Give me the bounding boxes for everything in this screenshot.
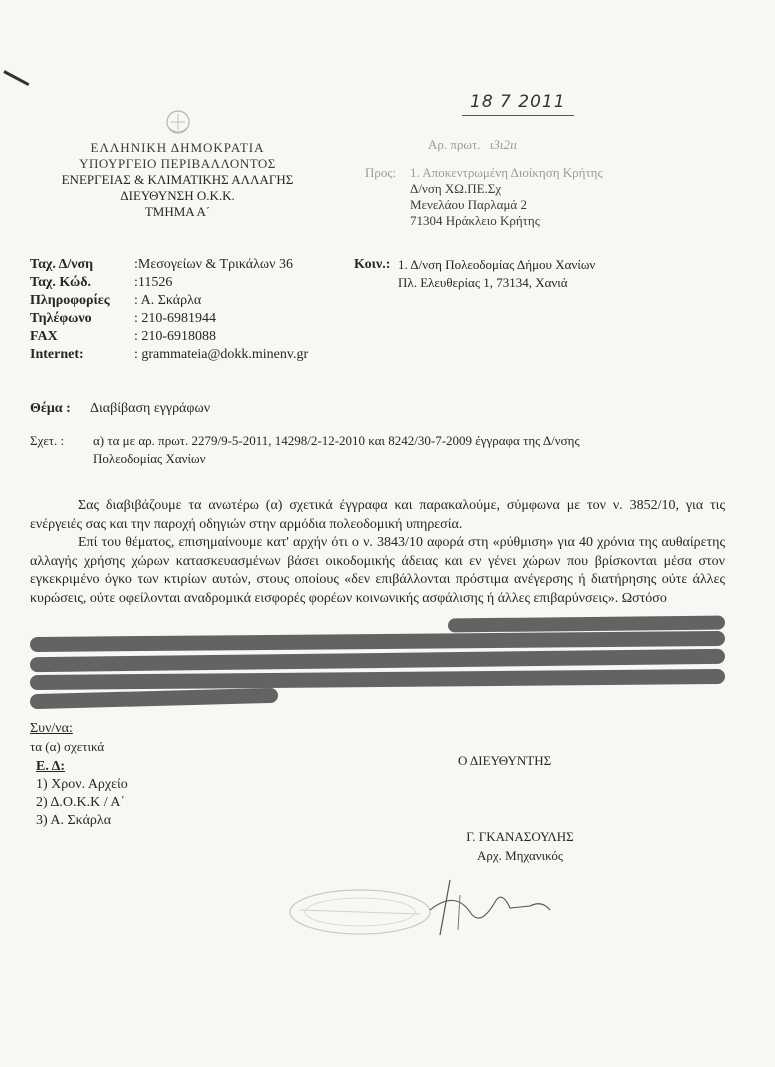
contact-row bbox=[30, 310, 308, 328]
redaction-stroke bbox=[30, 631, 725, 652]
protocol-label: Αρ. πρωτ. bbox=[428, 137, 481, 152]
sender-line: ΕΝΕΡΓΕΙΑΣ & ΚΛΙΜΑΤΙΚΗΣ ΑΛΛΑΓΗΣ bbox=[61, 172, 294, 187]
redaction-stroke bbox=[30, 649, 725, 672]
recipient-block bbox=[410, 165, 603, 229]
signature-role: Αρχ. Μηχανικός bbox=[476, 848, 564, 863]
signature-title: Ο ΔΙΕΥΘΥΝΤΗΣ bbox=[458, 753, 552, 768]
cc-line: Πλ. Ελευθερίας 1, 73134, Χανιά bbox=[398, 275, 568, 290]
distribution-item: 3) Α. Σκάρλα bbox=[36, 813, 112, 828]
corner-slash-mark bbox=[3, 70, 29, 86]
internal-distribution-label: Ε. Δ: bbox=[36, 759, 66, 774]
reference-label: Σχετ. : bbox=[30, 433, 65, 448]
redaction-stroke bbox=[448, 616, 725, 633]
contact-label: Internet: bbox=[30, 347, 84, 362]
contact-label: Τηλέφωνο bbox=[30, 311, 92, 326]
date-underline bbox=[462, 115, 574, 116]
redaction-stroke bbox=[30, 688, 278, 709]
contact-row bbox=[30, 328, 308, 346]
contact-value: : grammateia@dokk.minenv.gr bbox=[134, 347, 309, 362]
recipient-line: 1. Αποκεντρωμένη Διοίκηση Κρήτης bbox=[410, 165, 603, 180]
contact-row bbox=[30, 292, 308, 310]
sender-block bbox=[20, 140, 335, 220]
letter-body bbox=[30, 497, 725, 608]
cc-label: Κοιν.: bbox=[354, 257, 391, 272]
contact-value: : 210-6918088 bbox=[134, 329, 217, 344]
recipient-line: Μενελάου Παρλαμά 2 bbox=[410, 197, 527, 212]
cc-block bbox=[398, 257, 595, 293]
body-paragraph-2: Επί του θέματος, επισημαίνουμε κατ' αρχήν ότι ο ν. 3843/10 αφορά στη «ρύθμιση» για 40 χρόνια της αυθαίρετης αλλαγής χρήσης χώρων κατασκευασμένων βάσει οικοδομικής άδειας και εν γένει χώρων που βρίσκονται μέσα στον εγκεκριμένο όγκο των κτιρίων αυτών, στους οποίους «δεν επιβάλλονται πρόστιμα ανέγερσης ή διατήρησης ούτε άλλες κυρώσεις, ούτε οφείλονται αναδρομικά εισφορές φορέων κοινωνικής ασφάλισης ή άλλες επιβαρύνσεις». Ωστόσο bbox=[30, 535, 725, 606]
contact-label: Ταχ. Κώδ. bbox=[30, 275, 91, 290]
contact-label: Ταχ. Δ/νση bbox=[30, 257, 94, 272]
subject-value: Διαβίβαση εγγράφων bbox=[90, 401, 211, 416]
signature-name: Γ. ΓΚΑΝΑΣΟΥΛΗΣ bbox=[466, 829, 574, 844]
reference-line-2: Πολεοδομίας Χανίων bbox=[93, 451, 206, 466]
sender-line: ΕΛΛΗΝΙΚΗ ΔΗΜΟΚΡΑΤΙΑ bbox=[90, 140, 265, 155]
contact-row bbox=[30, 274, 308, 292]
greek-emblem-icon bbox=[160, 106, 196, 136]
protocol-number bbox=[428, 137, 517, 153]
sender-line: ΤΜΗΜΑ Α΄ bbox=[144, 204, 211, 219]
distribution-item: 1) Χρον. Αρχείο bbox=[36, 777, 128, 792]
sender-line: ΔΙΕΥΘΥΝΣΗ Ο.Κ.Κ. bbox=[120, 188, 235, 203]
reference-line-1: α) τα με αρ. πρωτ. 2279/9-5-2011, 14298/2-12-2010 και 8242/30-7-2009 έγγραφα της Δ/νσης bbox=[93, 433, 580, 448]
handwritten-date: 18 7 2011 bbox=[470, 92, 566, 112]
recipient-line: 71304 Ηράκλειο Κρήτης bbox=[410, 213, 540, 228]
contact-label: FAX bbox=[30, 329, 58, 344]
contact-label: Πληροφορίες bbox=[30, 293, 110, 308]
contact-value: :11526 bbox=[134, 275, 173, 290]
recipient-label: Προς: bbox=[365, 165, 397, 180]
body-paragraph-1: Σας διαβιβάζουμε τα ανωτέρω (α) σχετικά έγγραφα και παρακαλούμε, σύμφωνα με τον ν. 3852/10, για τις ενέργειές σας και την παροχή οδηγιών στην αρμόδια πολεοδομική υπηρεσία. bbox=[30, 498, 725, 532]
contact-row bbox=[30, 256, 308, 274]
contact-block bbox=[30, 256, 308, 364]
attachments-label: Συν/να: bbox=[30, 721, 73, 736]
contact-value: : Α. Σκάρλα bbox=[134, 293, 202, 308]
recipient-line: Δ/νση ΧΩ.ΠΕ.Σχ bbox=[410, 181, 502, 196]
redaction-stroke bbox=[30, 669, 725, 690]
sender-line: ΥΠΟΥΡΓΕΙΟ ΠΕΡΙΒΑΛΛΟΝΤΟΣ bbox=[79, 156, 276, 171]
protocol-value: ι3ι2ιι bbox=[489, 137, 518, 152]
subject-line bbox=[30, 400, 210, 417]
contact-value: : 210-6981944 bbox=[134, 311, 217, 326]
distribution-item: 2) Δ.Ο.Κ.Κ / Α΄ bbox=[36, 795, 126, 810]
stamp-signature-icon bbox=[280, 870, 580, 940]
contact-row bbox=[30, 346, 308, 364]
attachments-value: τα (α) σχετικά bbox=[30, 739, 105, 754]
cc-line: 1. Δ/νση Πολεοδομίας Δήμου Χανίων bbox=[398, 257, 596, 272]
internal-distribution-list bbox=[36, 776, 128, 830]
subject-label: Θέμα : bbox=[30, 401, 71, 416]
contact-value: :Μεσογείων & Τρικάλων 36 bbox=[134, 257, 293, 272]
